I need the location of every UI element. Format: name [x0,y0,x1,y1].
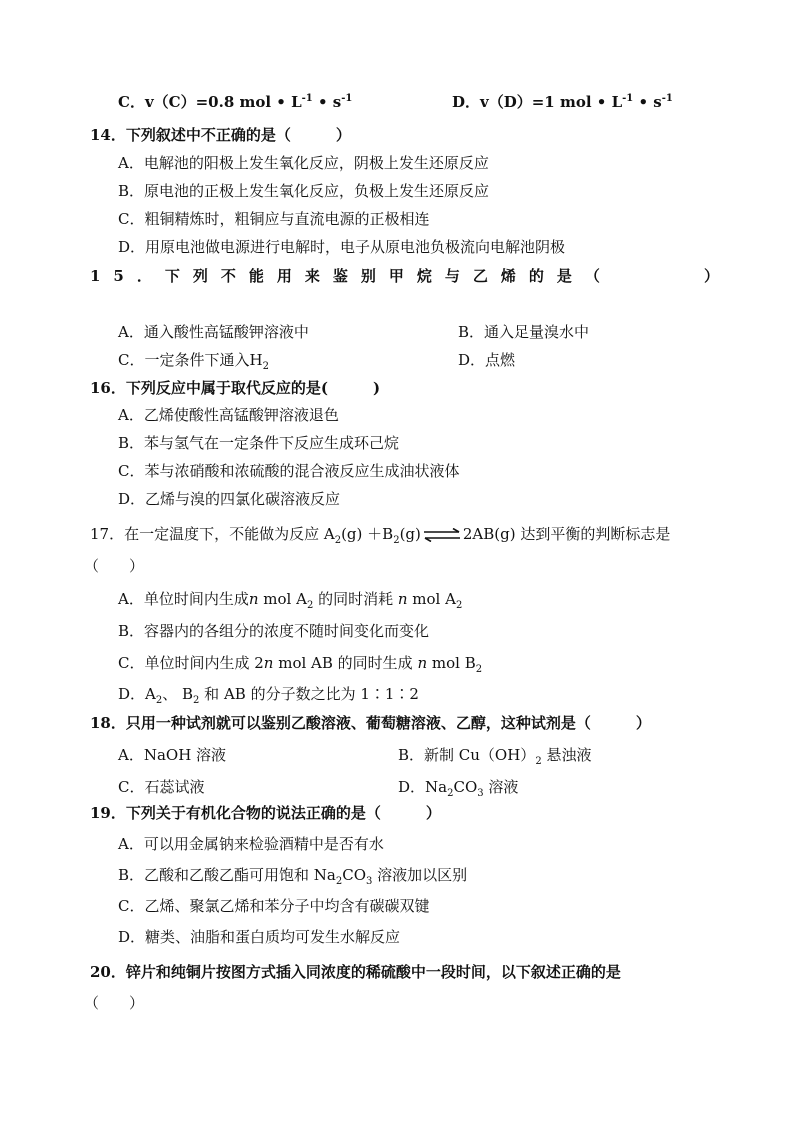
q16-stem: 16．下列反应中属于取代反应的是( ) [90,379,381,397]
q13-option-c: C．v（C）=0.8 mol • $L^{-1}$ • $s^{-1}$ [118,93,353,111]
q18-option-b: B．新制 $Cu(OH)_2$ 悬浊液 [398,746,592,767]
q18-option-c: C．石蕊试液 [118,778,205,796]
q16-option-d: D．乙烯与溴的四氯化碳溶液反应 [118,490,341,508]
q17-answer-paren: （ ） [84,557,145,575]
q14-stem: 14．下列叙述中不正确的是（ ） [90,126,351,144]
q20-stem: 20．锌片和纯铜片按图方式插入同浓度的稀硫酸中一段时间，以下叙述正确的是 [90,963,621,981]
q17-option-a: A．单位时间内生成n mol $A_2$ 的同时消耗 n mol $A_2$ [118,590,463,611]
q17-stem: 17．在一定温度下，不能做为反应 $A_2(g) +B_2(g)$ 2AB(g) 达到平衡的判断标志是 [90,525,671,546]
q17-option-d: D．$A_2$、 $B_2$ 和 AB 的分子数之比为 1∶1∶2 [118,685,419,706]
q19-option-a: A．可以用金属钠来检验酒精中是否有水 [118,835,384,853]
q14-option-c: C．粗铜精炼时，粗铜应与直流电源的正极相连 [118,210,430,228]
q19-option-b: B．乙酸和乙酸乙酯可用饱和 $Na_2CO_3$ 溶液加以区别 [118,866,468,887]
q15-option-c: C．一定条件下通入$H_2$ [118,351,269,372]
q16-option-a: A．乙烯使酸性高锰酸钾溶液退色 [118,406,339,424]
q17-option-c: C．单位时间内生成 2n mol AB 的同时生成 n mol $B_2$ [118,654,483,675]
q17-option-b: B．容器内的各组分的浓度不随时间变化而变化 [118,622,430,640]
q19-stem: 19．下列关于有机化合物的说法正确的是（ ） [90,804,441,822]
q18-option-d: D．$Na_2CO_3$ 溶液 [398,778,519,799]
equilibrium-arrow-icon [423,528,461,542]
q15-option-b: B．通入足量溴水中 [458,323,590,341]
q13-option-d: D．v（D）=1 mol • $L^{-1}$ • $s^{-1}$ [452,93,673,111]
q14-option-a: A．电解池的阳极上发生氧化反应，阴极上发生还原反应 [118,154,489,172]
q16-option-c: C．苯与浓硝酸和浓硫酸的混合液反应生成油状液体 [118,462,460,480]
q14-option-d: D．用原电池做电源进行电解时，电子从原电池负极流向电解池阴极 [118,238,566,256]
q19-option-c: C．乙烯、聚氯乙烯和苯分子中均含有碳碳双键 [118,897,430,915]
q15-stem: 15．下列不能用来鉴别甲烷与乙烯的是（ [90,267,613,285]
q16-option-b: B．苯与氢气在一定条件下反应生成环己烷 [118,434,400,452]
q18-option-a: A．NaOH 溶液 [118,746,227,764]
q15-option-d: D．点燃 [458,351,516,369]
q14-option-b: B．原电池的正极上发生氧化反应，负极上发生还原反应 [118,182,490,200]
q18-stem: 18．只用一种试剂就可以鉴别乙酸溶液、葡萄糖溶液、乙醇，这种试剂是（ ） [90,714,651,732]
q15-stem-close: ） [704,267,720,285]
q19-option-d: D．糖类、油脂和蛋白质均可发生水解反应 [118,928,401,946]
q15-option-a: A．通入酸性高锰酸钾溶液中 [118,323,309,341]
q20-answer-paren: （ ） [84,994,145,1012]
